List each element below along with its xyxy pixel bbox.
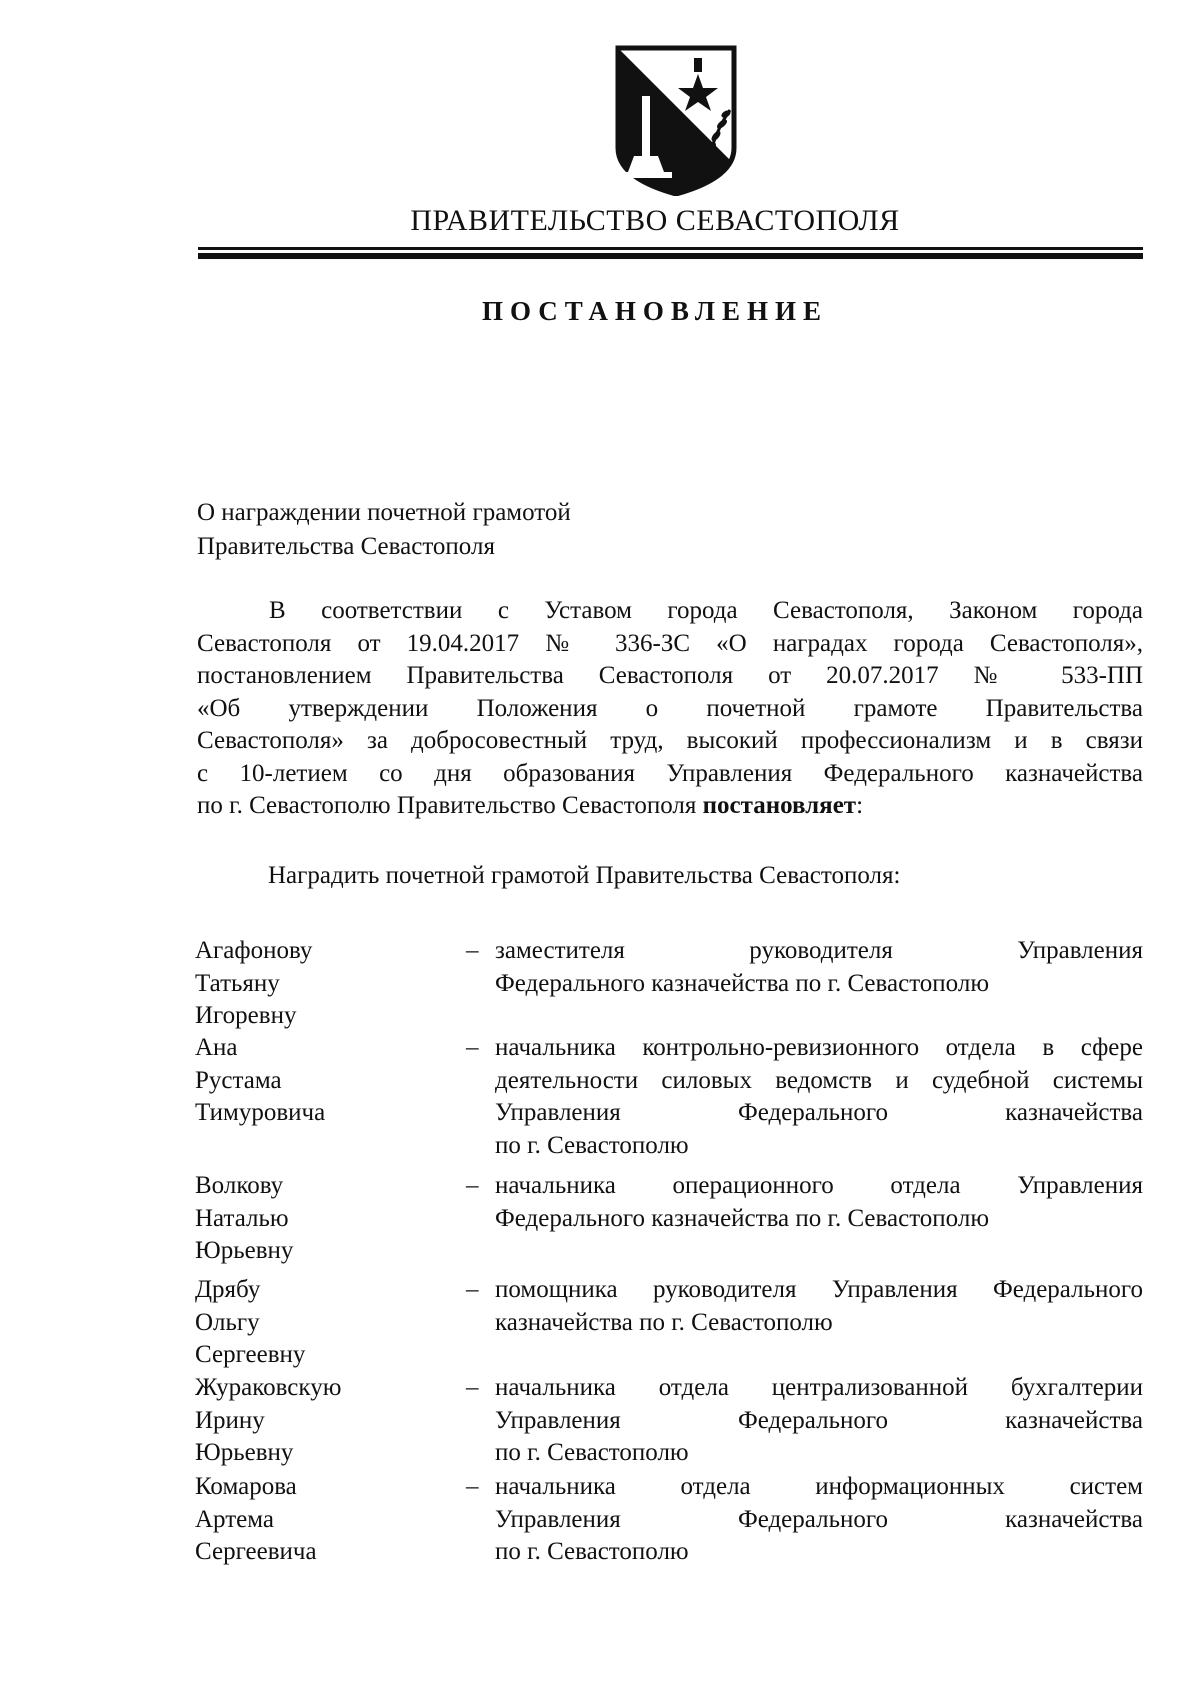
- preamble-paragraph: [197, 595, 1143, 823]
- document-type-title: ПОСТАНОВЛЕНИЕ: [481, 296, 829, 326]
- preamble-line-7-end: :: [856, 792, 864, 819]
- awardee-position: начальника контрольно-ревизионного отдела в сфере деятельности силовых ведомств и судебной системы Управления Федерального казначейства по г. Севастополю: [495, 1034, 1143, 1159]
- preamble-line-3: постановлением Правительства Севастополя от 20.07.2017 № 533-ПП: [197, 662, 1143, 689]
- coat-of-arms-icon: [612, 44, 740, 196]
- awardee-position: начальника отдела централизованной бухгалтерии Управления Федерального казначейства по г. Севастополю: [495, 1374, 1143, 1466]
- awardee-dash: –: [466, 1276, 479, 1303]
- header-divider-thin: [198, 247, 1143, 250]
- awardee-dash: –: [466, 1172, 479, 1199]
- awardee-dash: –: [466, 937, 479, 964]
- awardee-name: Жураковскую Ирину Юрьевну: [195, 1374, 342, 1466]
- preamble-line-1: В соответствии с Уставом города Севастополя, Законом города: [269, 597, 1143, 624]
- awardee-position: начальника отдела информационных систем Управления Федерального казначейства по г. Севастополю: [495, 1473, 1143, 1565]
- awardee-position: начальника операционного отдела Управления Федерального казначейства по г. Севастополю: [495, 1172, 1143, 1232]
- document-subject: [197, 496, 571, 564]
- awardee-name: Дрябу Ольгу Сергеевну: [195, 1276, 306, 1368]
- preamble-line-5: Севастополя» за добросовестный труд, высокий профессионализм и в связи: [197, 727, 1143, 754]
- preamble-line-6: с 10-летием со дня образования Управления Федерального казначейства: [197, 759, 1143, 787]
- awardee-name: Волкову Наталью Юрьевну: [195, 1172, 294, 1264]
- awardee-name: Ана Рустама Тимуровича: [195, 1034, 326, 1126]
- header-divider-thick: [198, 253, 1143, 259]
- awardee-position: помощника руководителя Управления Федерального казначейства по г. Севастополю: [495, 1276, 1143, 1336]
- awardee-position: заместителя руководителя Управления Федерального казначейства по г. Севастополю: [495, 937, 1143, 997]
- award-intro: Наградить почетной грамотой Правительства Севастополя:: [268, 862, 901, 889]
- government-name: ПРАВИТЕЛЬСТВО СЕВАСТОПОЛЯ: [410, 204, 900, 237]
- awardee-dash: –: [466, 1473, 479, 1500]
- preamble-line-7: по г. Севастополю Правительство Севастополя: [197, 792, 703, 819]
- awardee-name: Агафонову Татьяну Игоревну: [195, 937, 313, 1029]
- resolves-keyword: постановляет: [702, 792, 857, 819]
- awardee-dash: –: [466, 1374, 479, 1401]
- awardee-dash: –: [466, 1034, 479, 1061]
- preamble-line-2: Севастополя от 19.04.2017 № 336-ЗС «О наградах города Севастополя»,: [197, 629, 1143, 657]
- subject-line-1: О награждении почетной грамотой: [197, 499, 571, 526]
- subject-line-2: Правительства Севастополя: [197, 533, 495, 560]
- awardee-name: Комарова Артема Сергеевича: [195, 1473, 317, 1565]
- preamble-line-4: «Об утверждении Положения о почетной грамоте Правительства: [197, 694, 1143, 722]
